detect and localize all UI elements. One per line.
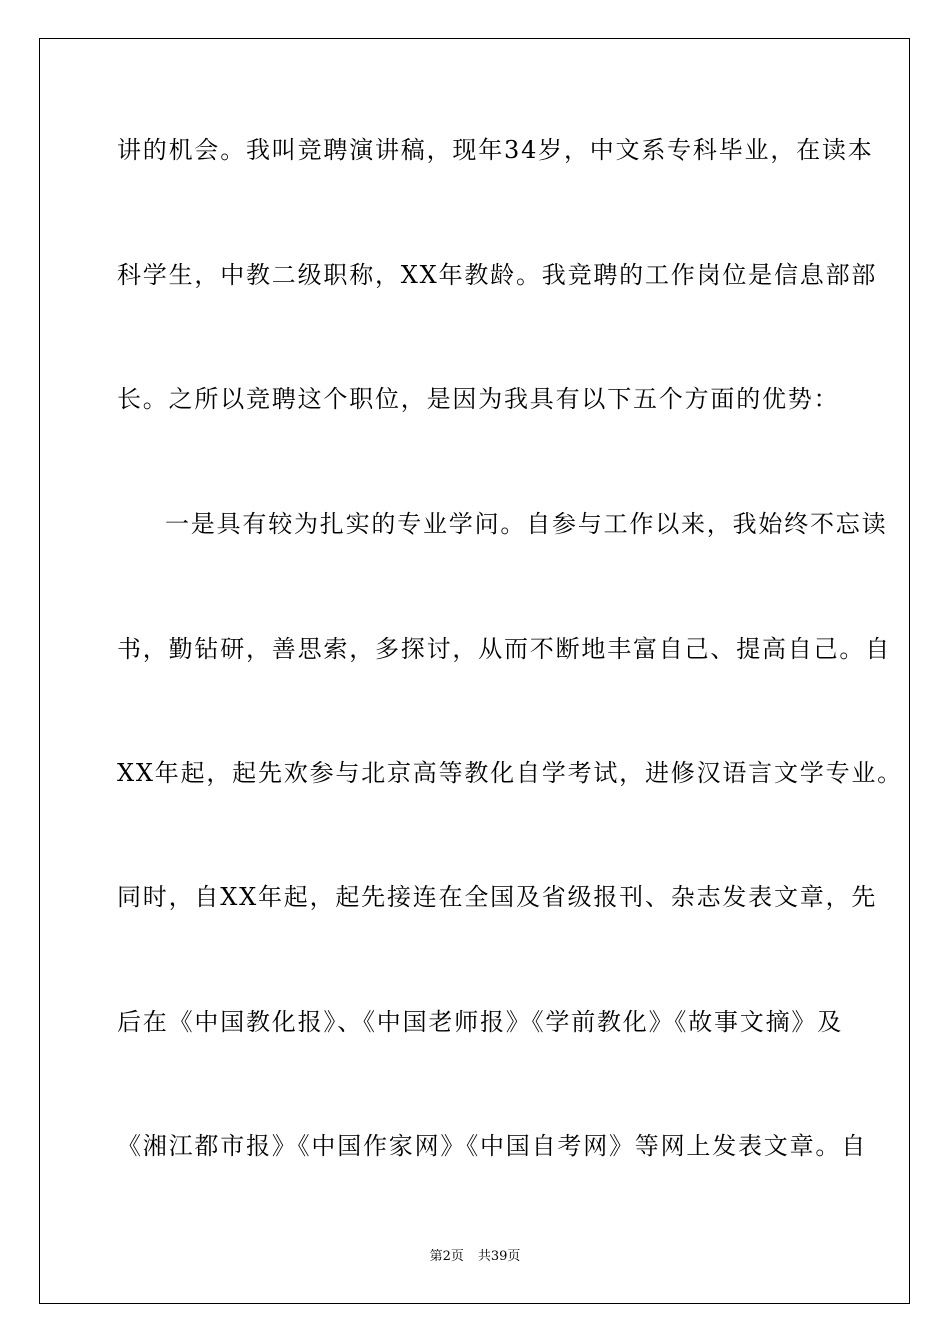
text-line: 书，勤钻研，善思索，多探讨，从而不断地丰富自己、提高自己。自	[117, 635, 891, 663]
text-line: 同时，自XX年起，起先接连在全国及省级报刊、杂志发表文章，先	[117, 883, 878, 911]
page-number: 第2页	[429, 1249, 464, 1264]
page-footer	[0, 1248, 950, 1266]
page-border	[39, 38, 910, 1304]
paragraph-start-line: 一是具有较为扎实的专业学问。自参与工作以来，我始终不忘读	[165, 510, 888, 538]
text-line: 讲的机会。我叫竞聘演讲稿，现年34岁，中文系专科毕业，在读本	[117, 136, 874, 164]
text-line: 后在《中国教化报》、《中国老师报》《学前教化》《故事文摘》及	[117, 1008, 843, 1036]
text-line: 《湘江都市报》《中国作家网》《中国自考网》等网上发表文章。自	[117, 1132, 867, 1160]
text-line: 科学生，中教二级职称，XX年教龄。我竞聘的工作岗位是信息部部	[117, 261, 878, 289]
text-line: 长。之所以竞聘这个职位，是因为我具有以下五个方面的优势：	[117, 385, 840, 413]
page-total: 共39页	[477, 1249, 521, 1264]
text-line: XX年起，起先欢参与北京高等教化自学考试，进修汉语言文学专业。	[117, 759, 903, 787]
